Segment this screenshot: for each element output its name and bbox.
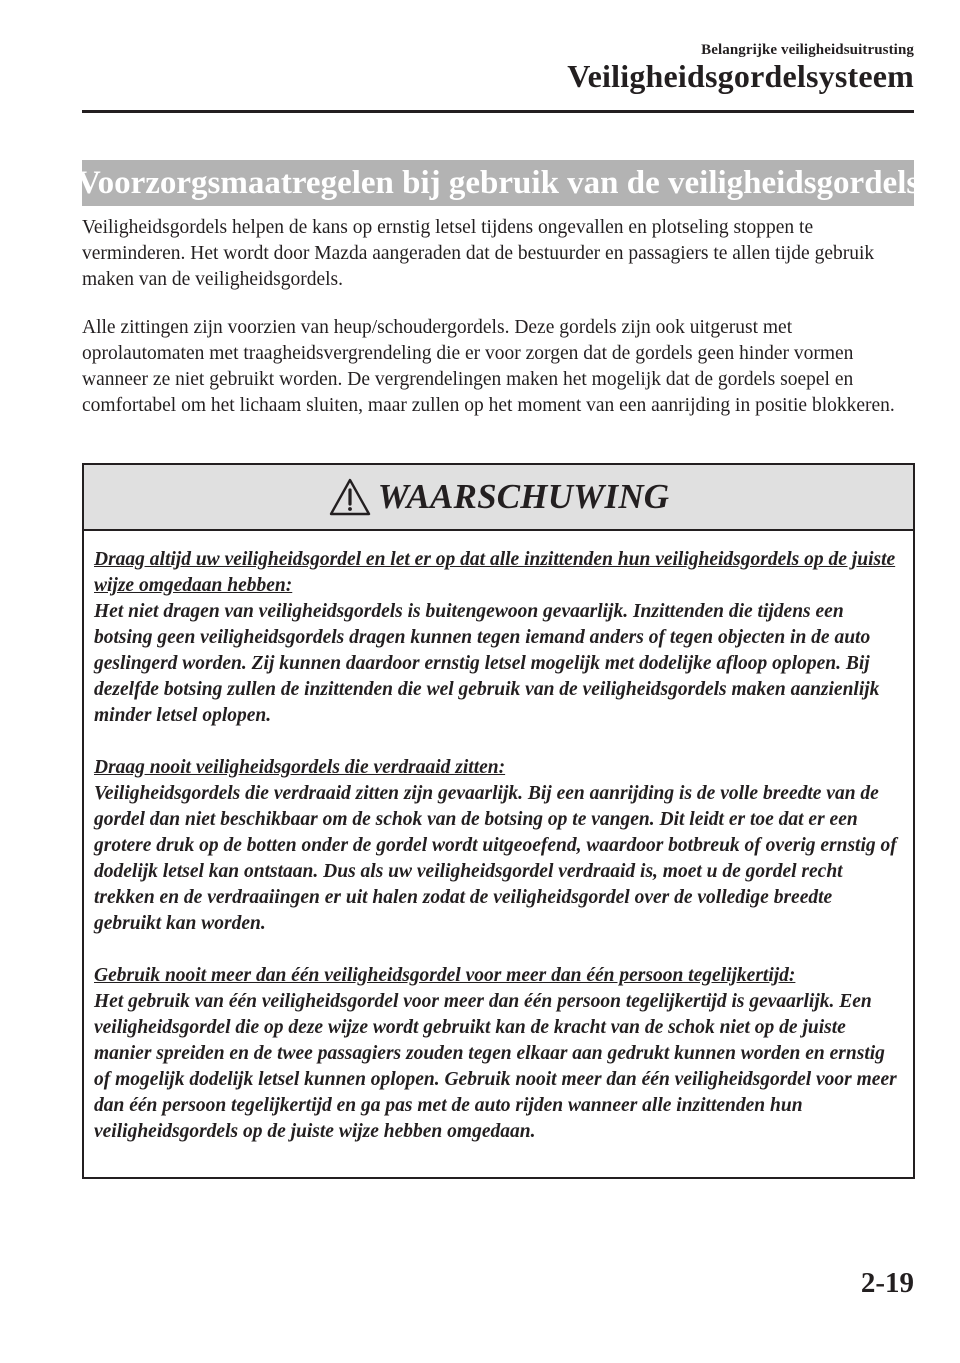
warning-item (94, 963, 899, 1145)
warning-item (94, 755, 899, 937)
section-title: Voorzorgsmaatregelen bij gebruik van de veiligheidsgordels (76, 164, 920, 201)
warning-body (84, 531, 913, 1145)
running-header-section: Belangrijke veiligheidsuitrusting (701, 42, 914, 58)
intro-paragraph: Veiligheidsgordels helpen de kans op ernstig letsel tijdens ongevallen en plotseling stoppen te verminderen. Het wordt door Mazda aangeraden dat de bestuurder en passagiers te allen tijde gebruik maken van de veiligheidsgordels. (82, 217, 875, 290)
warning-item-title: Gebruik nooit meer dan één veiligheidsgordel voor meer dan één persoon tegelijkertijd: (94, 965, 796, 986)
warning-item-text: Het gebruik van één veiligheidsgordel voor meer dan één persoon tegelijkertijd is gevaarlijk. Een veiligheidsgordel die op deze wijze wordt gebruikt kan de kracht van de schok niet op de juiste manier spreiden en de twee passagiers zouden tegen elkaar aan gedrukt kunnen worden en ernstig of mogelijk dodelijk letsel kunnen oplopen. Gebruik nooit meer dan één veiligheidsgordel voor meer dan één persoon tegelijkertijd en ga pas met de auto rijden wanneer alle inzittenden hun veiligheidsgordels op de juiste wijze hebben omgedaan. (94, 991, 897, 1142)
page-number: 2-19 (860, 1267, 914, 1299)
header-rule (82, 110, 914, 113)
warning-box (82, 463, 915, 1179)
warning-item-text: Het niet dragen van veiligheidsgordels is buitengewoon gevaarlijk. Inzittenden die tijdens een botsing geen veiligheidsgordels dragen kunnen tegen iemand anders of tegen objecten in de auto geslingerd worden. Zij kunnen daardoor ernstig letsel mogelijk met dodelijke afloop oplopen. Bij dezelfde botsing zullen de inzittenden die wel gebruik van de veiligheidsgordels maken aanzienlijk minder letsel oplopen. (94, 601, 880, 726)
warning-label: WAARSCHUWING (377, 477, 670, 516)
warning-triangle-icon (328, 477, 372, 517)
warning-header (84, 465, 913, 531)
running-header-chapter: Veiligheidsgordelsysteem (567, 58, 914, 94)
warning-item-title: Draag nooit veiligheidsgordels die verdraaid zitten: (94, 757, 506, 778)
section-title-banner (76, 160, 920, 206)
body-paragraph: Alle zittingen zijn voorzien van heup/schoudergordels. Deze gordels zijn ook uitgerust met oprolautomaten met traagheidsvergrendeling die er voor zorgen dat de gordels geen hinder vormen wanneer ze niet gebruikt worden. De vergrendelingen maken het mogelijk dat de gordels soepel en comfortabel om het lichaam sluiten, maar zullen op het moment van een aanrijding in positie blokkeren. (82, 317, 895, 416)
warning-item-text: Veiligheidsgordels die verdraaid zitten zijn gevaarlijk. Bij een aanrijding is de volle breedte van de gordel dan niet beschikbaar om de schok van de botsing op te vangen. Dit leidt er toe dat er een grotere druk op de botten onder de gordel wordt uitgeoefend, waardoor botbreuk of overig ernstig of dodelijk letsel kan ontstaan. Dus als uw veiligheidsgordel verdraaid is, moet u de gordel recht trekken en de verdraaiingen er uit halen zodat de veiligheidsgordel over de volledige breedte gebruikt kan worden. (94, 783, 897, 934)
warning-item-title: Draag altijd uw veiligheidsgordel en let er op dat alle inzittenden hun veiligheidsgordels op de juiste wijze omgedaan hebben: (94, 549, 896, 596)
warning-item (94, 547, 899, 729)
